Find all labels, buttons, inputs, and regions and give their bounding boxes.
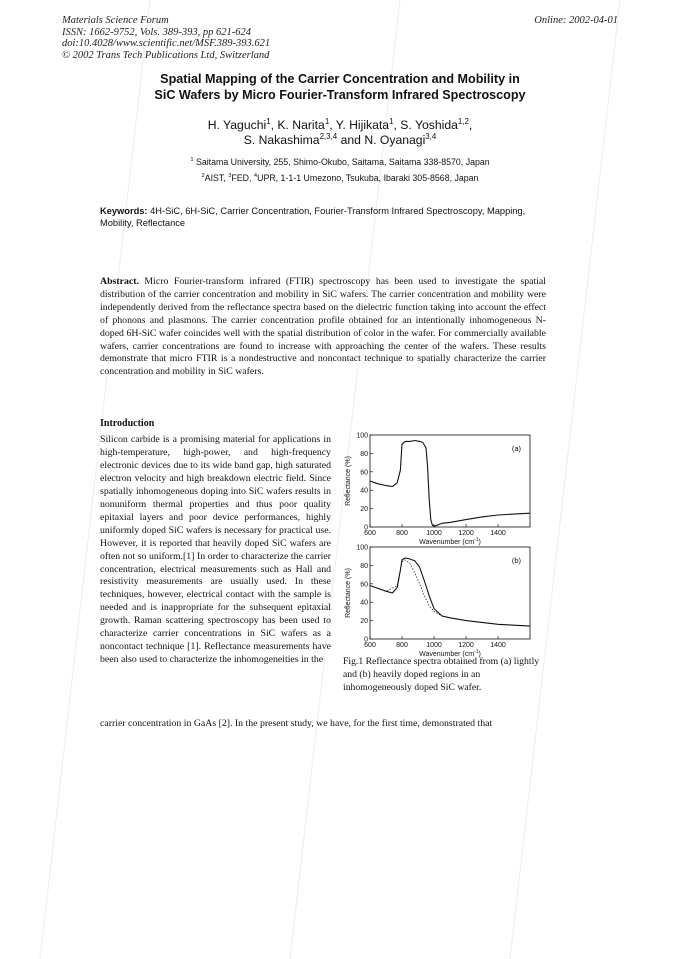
reflectance-series-line: [370, 558, 530, 626]
x-axis-label: Wavenumber $(cm^{-1})$: [419, 537, 481, 546]
affiliation-1: [62, 154, 618, 170]
author-affil-sup: 1: [389, 116, 394, 126]
y-axis-label: Reflectance (%): [345, 568, 352, 618]
author-affil-sup: 1,2: [457, 116, 469, 126]
y-tick-label: 20: [360, 618, 368, 626]
x-tick-label: 600: [364, 530, 376, 537]
panel-label: (b): [511, 556, 521, 565]
chart-panel-a: [345, 433, 530, 547]
affil-sup: 4: [253, 173, 258, 180]
y-tick-label: 20: [360, 506, 368, 514]
abstract-text: Micro Fourier-transform infrared (FTIR) spectroscopy has been used to investigate the spatial distribution of the carrier concentration and mobility in SiC wafers. The carrier concentration and mobility were independently derived from the reflectance spectra based on the dielectric function taking into account the effect of phonons and plasmons. The carrier concentration profile obtained for an intentionally inhomogeneous N-doped 6H-SiC wafer coincides well with the spatial distribution of color in the wafer. For commercially available wafers, carrier concentrations are found to increase with approaching the center of the wafers. These results demonstrate that micro FTIR is a nondestructive and noncontact technique to spatially characterize the carrier concentration and mobility in SiC wafers.: [100, 276, 546, 378]
journal-name: Materials Science Forum: [62, 15, 169, 26]
y-tick-label: 80: [360, 562, 368, 570]
chart-panel-b: [345, 545, 530, 659]
title-line-1: Spatial Mapping of the Carrier Concentration and Mobility in: [160, 72, 520, 86]
y-tick-label: 0: [364, 636, 368, 644]
section-heading-introduction: Introduction: [100, 418, 155, 429]
abstract: [100, 276, 546, 379]
x-tick-label: 800: [396, 530, 408, 537]
author-affil-sup: 1: [266, 116, 271, 126]
author-conjunction: and: [340, 132, 361, 147]
author-affil-sup: 1: [324, 116, 330, 126]
y-tick-label: 40: [360, 487, 368, 495]
affil-sup: 1: [190, 157, 194, 164]
copyright-line: © 2002 Trans Tech Publications Ltd, Switzerland: [62, 49, 270, 61]
y-axis-label: Reflectance (%): [345, 456, 352, 506]
x-tick-label: 1200: [458, 642, 474, 649]
figure-1: [340, 429, 550, 658]
author-name: S. Yoshida: [400, 118, 458, 132]
x-axis-label: Wavenumber $(cm^{-1})$: [419, 649, 481, 658]
keywords-text: 4H-SiC, 6H-SiC, Carrier Concentration, Fourier-Transform Infrared Spectroscopy, Mapping, Mobility, Reflectance: [100, 206, 526, 228]
journal-header: [62, 15, 618, 61]
panel-label: (a): [511, 444, 521, 453]
reflectance-series-line: [370, 560, 530, 626]
reflectance-chart: [340, 429, 550, 658]
x-tick-label: 1400: [490, 642, 506, 649]
affil-sup: 3: [228, 173, 232, 180]
author-affil-sup: 3,4: [425, 131, 437, 141]
affil-text: AIST,: [204, 173, 226, 183]
affiliations: [62, 154, 618, 186]
affiliation-2: [62, 170, 618, 186]
introduction-column-text: Silicon carbide is a promising material for applications in high-temperature, high-power, and high-frequency electronic devices due to its wide band gap, high saturated electron velocity and high breakdown electric field. Since spatially inhomogeneous doping into SiC wafers results in nonuniform thermal properties and thus poor quality epitaxial layers and poor device performances, highly uniformly doped SiC wafers is necessary for practical use. However, it is reported that heavily doped SiC wafers are often not so uniform.[1] In order to characterize the carrier concentration, electrical measurements such as Hall and resistivity measurements are usually used. In these techniques, however, electrical contact with the sample is needed and is inappropriate for the subsequent epitaxial growth. Raman scattering spectroscopy has been used to characterize carrier concentrations in SiC wafers as a noncontact technique [1]. Reflectance measurements have been also used to characterize the inhomogeneities in the: [100, 434, 331, 666]
affil-sup: 2: [201, 173, 205, 180]
figure-caption: Fig.1 Reflectance spectra obtained from (a) lightly and (b) heavily doped regions in an inhomogeneously doped SiC wafer.: [343, 656, 540, 693]
keywords: [100, 205, 550, 229]
affil-text: Saitama University, 255, Shimo-Okubo, Saitama, Saitama 338-8570, Japan: [195, 157, 490, 167]
x-tick-label: 600: [364, 642, 376, 649]
author-name: S. Nakashima: [243, 132, 320, 147]
issn-line: ISSN: 1662-9752, Vols. 389-393, pp 621-624: [62, 26, 251, 38]
doi-link[interactable]: doi:10.4028/www.scientific.net/MSF.389-393.621: [62, 38, 271, 50]
affil-text: UPR, 1-1-1 Umezono, Tsukuba, Ibaraki 305-8568, Japan: [257, 173, 479, 183]
keywords-label: Keywords:: [100, 206, 148, 216]
title-line-2: SiC Wafers by Micro Fourier-Transform Infrared Spectroscopy: [154, 88, 526, 102]
y-tick-label: 60: [360, 581, 368, 589]
author-name: H. Yaguchi: [207, 118, 267, 132]
plot-frame: [370, 435, 530, 527]
author-list: H. Yaguchi$^1$, K. Narita$^1$, Y. Hijikata$^1$, S. Yoshida$^{1,2}$, S. Nakashima$^{2,3,4}$ and N. Oyanagi$^{3,4}$: [207, 116, 473, 147]
affil-text: FED,: [231, 173, 252, 183]
reflectance-series-line: [370, 441, 530, 527]
x-tick-label: 800: [396, 642, 408, 649]
paper-title: [62, 71, 618, 103]
x-tick-label: 1000: [426, 530, 442, 537]
online-date: Online: 2002-04-01: [534, 15, 618, 26]
author-affil-sup: 2,3,4: [319, 131, 338, 141]
y-tick-label: 0: [364, 524, 368, 532]
abstract-label: Abstract.: [100, 276, 139, 287]
y-tick-label: 60: [360, 469, 368, 477]
author-name: N. Oyanagi: [364, 132, 426, 147]
y-tick-label: 40: [360, 599, 368, 607]
x-tick-label: 1000: [426, 642, 442, 649]
author-name: K. Narita: [277, 118, 325, 132]
author-name: Y. Hijikata: [335, 118, 390, 132]
introduction-full-width-text: carrier concentration in GaAs [2]. In the present study, we have, for the first time, demonstrated that: [100, 718, 493, 729]
x-tick-label: 1200: [458, 530, 474, 537]
x-tick-label: 1400: [490, 530, 506, 537]
y-tick-label: 80: [360, 450, 368, 458]
y-tick-label: 100: [356, 432, 368, 440]
y-tick-label: 100: [356, 544, 368, 552]
